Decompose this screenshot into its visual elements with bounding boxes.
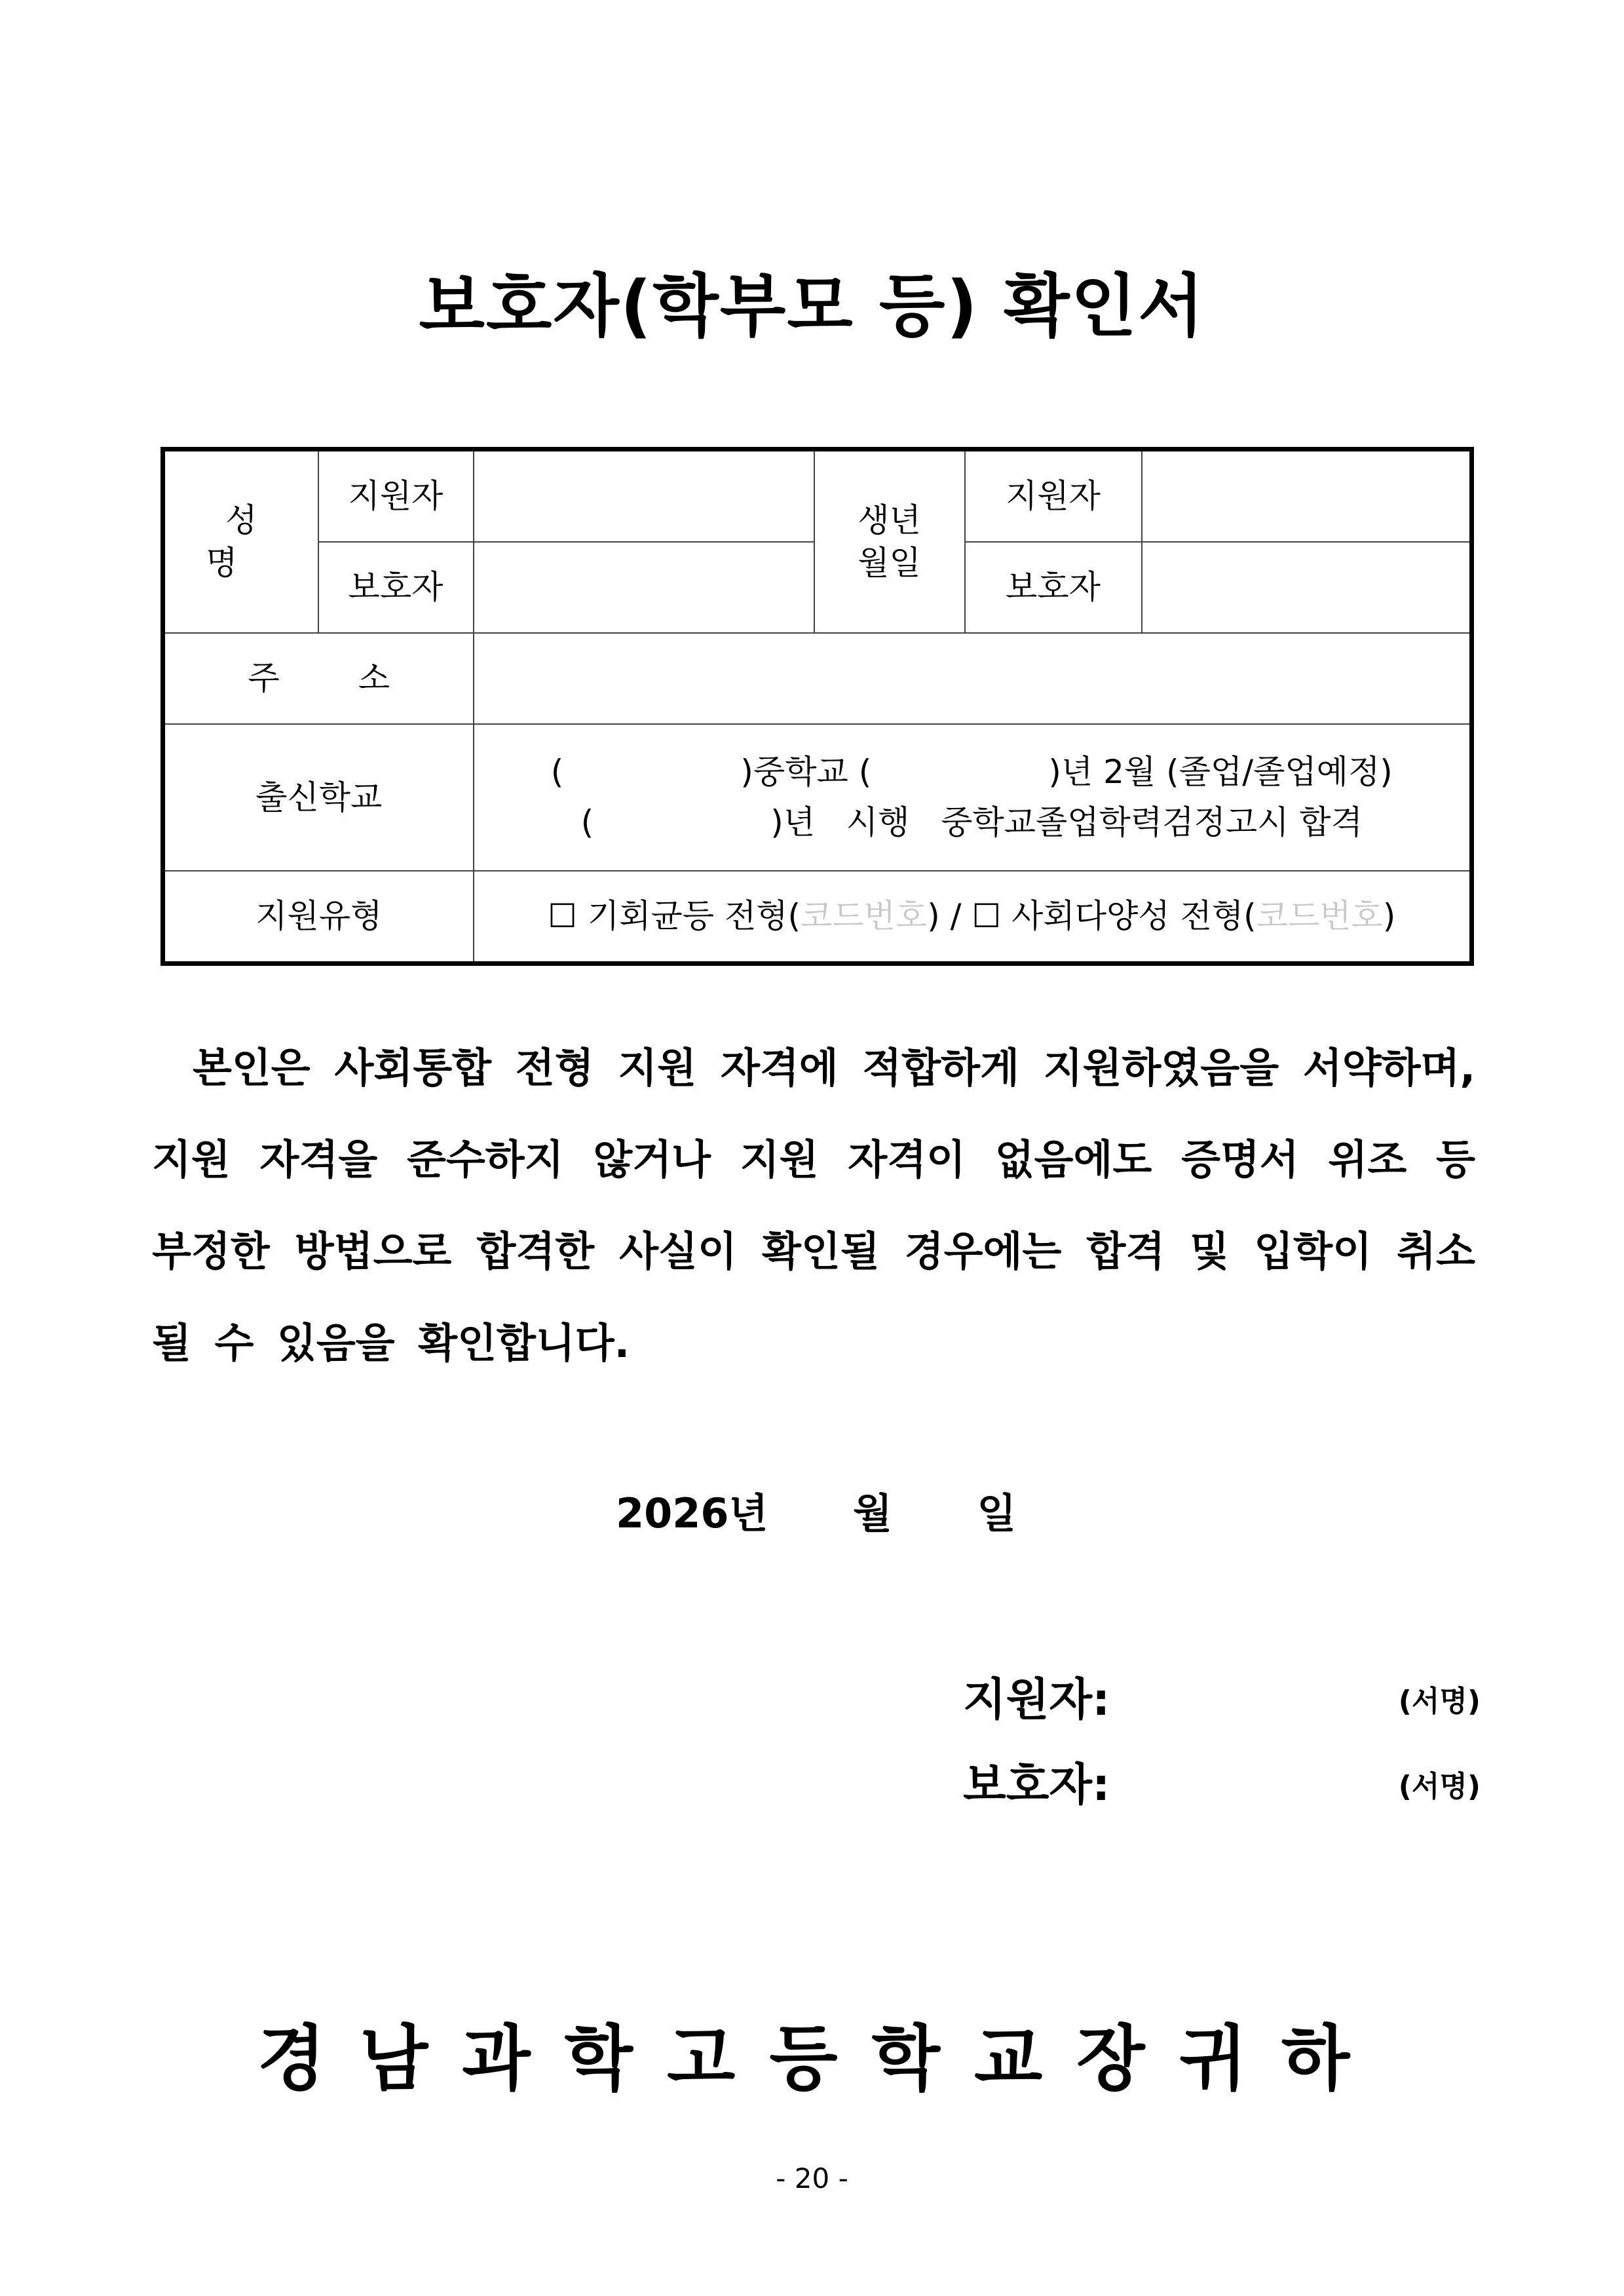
applicant-signature-label: 지원자: xyxy=(963,1674,1110,1726)
name-applicant-label: 지원자 xyxy=(348,477,444,515)
school-field[interactable] xyxy=(474,724,1472,871)
address-label: 주소 xyxy=(248,659,469,697)
social-diversity-code-placeholder[interactable]: 코드번호 xyxy=(1256,897,1383,935)
birth-label-line2: 월일 xyxy=(858,544,921,582)
pledge-statement xyxy=(152,1022,1475,1389)
name-applicant-field[interactable] xyxy=(474,450,814,543)
type-field xyxy=(474,871,1472,964)
date-line: 2026년 월 일 xyxy=(616,1489,1017,1537)
name-label-cell xyxy=(163,450,318,634)
birth-label-line1: 생년 xyxy=(858,501,921,539)
birth-applicant-field[interactable] xyxy=(1142,450,1472,543)
equal-opportunity-code-placeholder[interactable]: 코드번호 xyxy=(801,897,928,935)
type-label-cell xyxy=(163,871,474,964)
name-guardian-label-cell xyxy=(318,542,474,633)
info-form-table xyxy=(161,447,1474,966)
page-number: - 20 - xyxy=(776,2162,848,2194)
equal-opportunity-checkbox[interactable]: ☐ xyxy=(548,897,577,935)
address-label-cell xyxy=(163,633,474,724)
name-applicant-label-cell xyxy=(318,450,474,543)
name-guardian-label: 보호자 xyxy=(348,568,444,606)
birth-guardian-field[interactable] xyxy=(1142,542,1472,633)
school-label-cell xyxy=(163,724,474,871)
school-label: 출신학교 xyxy=(255,778,383,816)
guardian-signature-label: 보호자: xyxy=(963,1759,1110,1811)
birth-guardian-label-cell xyxy=(965,542,1142,633)
type-options xyxy=(548,897,1395,935)
applicant-signature-mark[interactable]: (서명) xyxy=(1398,1685,1481,1718)
birth-applicant-label-cell xyxy=(965,450,1142,543)
type-label: 지원유형 xyxy=(255,897,383,935)
document-title: 보호자(학부모 등) 확인서 xyxy=(419,266,1205,346)
birth-applicant-label: 지원자 xyxy=(1006,477,1101,515)
birth-label-cell xyxy=(814,450,965,634)
address-field[interactable] xyxy=(474,633,1472,724)
equal-opportunity-label: 기회균등 전형( xyxy=(576,897,801,935)
birth-guardian-label: 보호자 xyxy=(1006,568,1101,606)
equal-opportunity-close: ) xyxy=(927,897,940,935)
pledge-statement-text: 본인은 사회통합 전형 지원 자격에 적합하게 지원하였음을 서약하며, 지원 자격을 준수하지 않거나 지원 자격이 없음에도 증명서 위조 등 부정한 방법으로 합격한 사실이 확인될 경우에는 합격 및 입학이 취소될 수 있음을 확인합니다. xyxy=(152,1044,1475,1367)
applicant-signature-row xyxy=(963,1664,1481,1726)
type-separator: / xyxy=(939,897,972,935)
school-line-graduation: ( )중학교 ( )년 2월 (졸업/졸업예정) xyxy=(550,752,1393,791)
school-line-exam: ( )년 시행 중학교졸업학력검정고시 합격 xyxy=(580,803,1363,841)
guardian-signature-row xyxy=(963,1750,1481,1811)
addressee: 경남과학고등학교장귀하 xyxy=(257,2018,1384,2100)
name-label: 성명 xyxy=(206,501,297,582)
name-guardian-field[interactable] xyxy=(474,542,814,633)
guardian-signature-mark[interactable]: (서명) xyxy=(1398,1770,1481,1803)
social-diversity-checkbox[interactable]: ☐ xyxy=(972,897,1002,935)
social-diversity-close: ) xyxy=(1382,897,1396,935)
social-diversity-label: 사회다양성 전형( xyxy=(1001,897,1256,935)
